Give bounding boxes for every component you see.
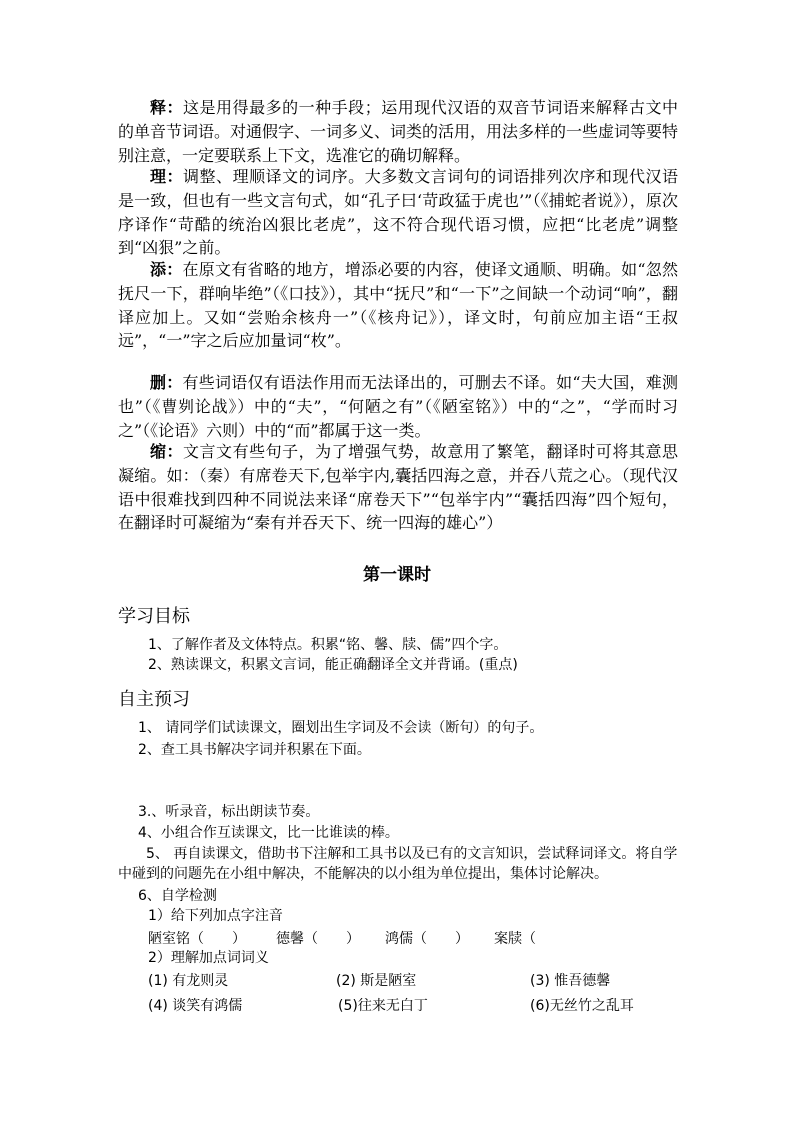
meaning-item: (2) 斯是陋室 <box>336 973 417 989</box>
goal-item: 1、了解作者及文体特点。积累“铭、馨、牍、儒”四个字。 <box>148 637 508 653</box>
pinyin-item: 鸿儒（ ） <box>385 931 469 947</box>
goal-item: 2、熟读课文，积累文言词，能正确翻译全文并背诵。(重点) <box>148 657 518 673</box>
preview-step: 4、小组合作互读课文，比一比谁读的棒。 <box>138 825 399 841</box>
pinyin-item: 案牍（ <box>494 931 536 947</box>
preview-step: 3.、听录音，标出朗读节奏。 <box>138 804 320 820</box>
method-text: 文言文有些句子，为了增强气势，故意用了繁笔，翻译时可将其意思凝缩。如：（秦）有席卷天下,包举宇内,囊括四海之意，并吞八荒之心。（现代汉语中很难找到四种不同说法来译“席卷天下”“包举宇内”“囊括四海”四个短句，在翻译时可凝缩为“秦有并吞天下、统一四海的雄心”） <box>118 442 678 533</box>
method-text: 调整、理顺译文的词序。大多数文言词句的词语排列次序和现代汉语是一致，但也有一些文言句式，如“孔子曰‘苛政猛于虎也’”（《捕蛇者说》），原次序译作“苛酷的统治凶狠比老虎”，这不符合现代语习惯，应把“比老虎”调整到“凶狠”之前。 <box>118 167 678 258</box>
method-label: 释： <box>150 98 184 117</box>
method-label: 删： <box>150 373 183 392</box>
method-label: 添： <box>150 260 183 279</box>
goals-title: 学习目标 <box>118 606 190 627</box>
meaning-item: (3) 惟吾德馨 <box>530 973 611 989</box>
method-paragraph-shi <box>118 96 678 167</box>
method-label: 缩： <box>150 442 184 461</box>
preview-step: 5、 再自读课文，借助书下注解和工具书以及已有的文言知识，尝试释词译文。将自学中碰到的问题先在小组中解决，不能解决的以小组为单位提出，集体讨论解决。 <box>118 846 678 882</box>
method-text: 有些词语仅有语法作用而无法译出的，可删去不译。如“夫大国，难测也”（《曹刿论战》）中的“夫”，“何陋之有”（《陋室铭》）中的“之”，“学而时习之”（《论语》六则）中的“而”都属于这一类。 <box>118 373 678 440</box>
preview-step: 1、 请同学们试读课文，圈划出生字词及不会读（断句）的句子。 <box>138 720 544 736</box>
meaning-item: (1) 有龙则灵 <box>148 973 229 989</box>
preview-step: 6、自学检测 <box>138 888 217 904</box>
method-label: 理： <box>150 167 184 186</box>
pinyin-item: 陋室铭（ ） <box>148 931 246 947</box>
method-paragraph-tian <box>118 258 678 353</box>
meaning-item: (4) 谈笑有鸿儒 <box>148 998 243 1014</box>
meaning-item: (6)无丝竹之乱耳 <box>530 998 634 1014</box>
pinyin-item: 德馨（ ） <box>276 931 360 947</box>
preview-step: 2、查工具书解决字词并积累在下面。 <box>138 742 371 758</box>
method-paragraph-shan <box>118 371 678 442</box>
self-test-subtitle: 1）给下列加点字注音 <box>148 908 283 924</box>
method-paragraph-li <box>118 165 678 260</box>
meaning-item: (5)往来无白丁 <box>338 998 428 1014</box>
lesson-title: 第一课时 <box>363 565 431 585</box>
method-paragraph-suo <box>118 440 678 535</box>
method-text: 这是用得最多的一种手段；运用现代汉语的双音节词语来解释古文中的单音节词语。对通假字、一词多义、词类的活用，用法多样的一些虚词等要特别注意，一定要联系上下文，选准它的确切解释。 <box>118 98 679 165</box>
preview-title: 自主预习 <box>118 689 190 710</box>
method-text: 在原文有省略的地方，增添必要的内容，使译文通顺、明确。如“忽然抚尺一下，群响毕绝”（《口技》），其中“抚尺”和“一下”之间缺一个动词“响”，翻译应加上。又如“尝贻余核舟一”（《核舟记》），译文时，句前应加主语“王叔远”，“一”字之后应加量词“枚”。 <box>118 260 678 351</box>
self-test-subtitle: 2）理解加点词词义 <box>148 950 269 966</box>
